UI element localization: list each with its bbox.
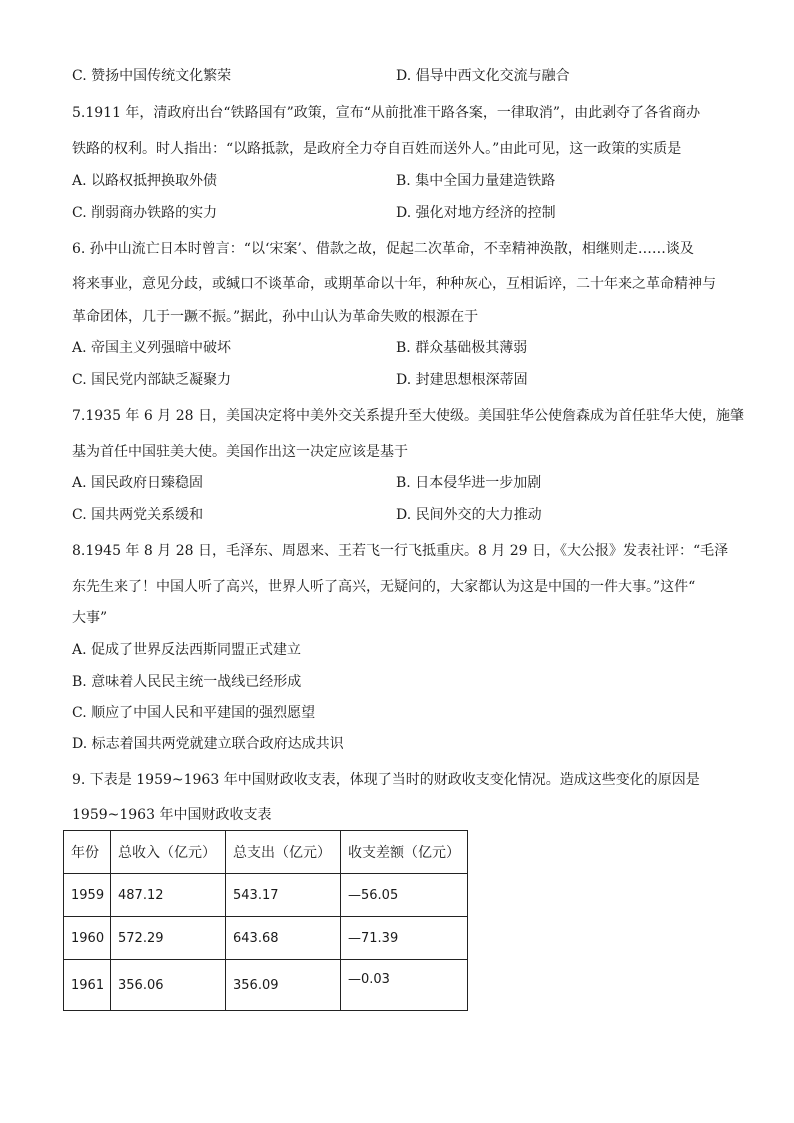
q5-stem-line-1: 5.1911 年，清政府出台“铁路国有”政策，宣布“从前批准干路各案，一律取消”，由此剥夺了各省商办 (72, 105, 701, 121)
q7-option-c: C. 国共两党关系缓和 (72, 507, 204, 523)
q7-option-d: D. 民间外交的大力推动 (396, 507, 542, 523)
table-row (64, 960, 468, 1011)
q7-option-a: A. 国民政府日臻稳固 (72, 475, 204, 491)
q6-option-b: B. 群众基础极其薄弱 (396, 340, 528, 356)
q6-option-a: A. 帝国主义列强暗中破坏 (72, 340, 232, 356)
q5-option-b: B. 集中全国力量建造铁路 (396, 173, 556, 189)
header-revenue: 总收入（亿元） (111, 831, 226, 874)
q6-option-d: D. 封建思想根深蒂固 (396, 372, 528, 388)
q6-stem-line-1: 6. 孙中山流亡日本时曾言：“以‘宋案’、借款之故，促起二次革命，不幸精神涣散，相继则走……谈及 (72, 241, 694, 257)
cell-balance-wrap (341, 960, 468, 1011)
q5-option-c: C. 削弱商办铁路的实力 (72, 205, 218, 221)
cell-expenditure: 643.68 (226, 917, 341, 960)
q8-option-a: A. 促成了世界反法西斯同盟正式建立 (72, 642, 302, 658)
cell-year: 1960 (64, 917, 111, 960)
table-row (64, 917, 468, 960)
q6-stem-line-3: 革命团体，几于一蹶不振。”据此，孙中山认为革命失败的根源在于 (72, 309, 479, 325)
q9-stem-line-1: 9. 下表是 1959~1963 年中国财政收支表，体现了当时的财政收支变化情况。造成这些变化的原因是 (72, 772, 700, 788)
table-row (64, 874, 468, 917)
finance-table (63, 830, 468, 1011)
cell-balance: —71.39 (341, 917, 468, 960)
q8-stem-line-2: 东先生来了！中国人听了高兴，世界人听了高兴，无疑问的，大家都认为这是中国的一件大事。”这件“ (72, 579, 696, 595)
table-caption: 1959~1963 年中国财政收支表 (72, 807, 272, 823)
q7-option-b: B. 日本侵华进一步加剧 (396, 475, 542, 491)
q4-option-d: D. 倡导中西文化交流与融合 (396, 68, 570, 84)
cell-balance: —0.03 (348, 971, 390, 987)
cell-year: 1959 (64, 874, 111, 917)
table-header-row (64, 831, 468, 874)
q8-stem-line-3: 大事” (72, 610, 108, 626)
q5-option-a: A. 以路权抵押换取外债 (72, 173, 218, 189)
q5-option-d: D. 强化对地方经济的控制 (396, 205, 556, 221)
q5-stem-line-2: 铁路的权利。时人指出：“以路抵款，是政府全力夺自百姓而送外人。”由此可见，这一政策的实质是 (72, 141, 682, 157)
cell-revenue: 356.06 (111, 960, 226, 1011)
cell-balance: —56.05 (341, 874, 468, 917)
cell-expenditure: 543.17 (226, 874, 341, 917)
q8-stem-line-1: 8.1945 年 8 月 28 日，毛泽东、周恩来、王若飞一行飞抵重庆。8 月 29 日，《大公报》发表社评：“毛泽 (72, 543, 729, 559)
cell-expenditure: 356.09 (226, 960, 341, 1011)
q4-option-c: C. 赞扬中国传统文化繁荣 (72, 68, 232, 84)
q7-stem-line-1: 7.1935 年 6 月 28 日，美国决定将中美外交关系提升至大使级。美国驻华公使詹森成为首任驻华大使，施肇 (72, 408, 744, 424)
q6-option-c: C. 国民党内部缺乏凝聚力 (72, 372, 232, 388)
cell-year: 1961 (64, 960, 111, 1011)
header-year: 年份 (64, 831, 111, 874)
q8-option-c: C. 顺应了中国人民和平建国的强烈愿望 (72, 705, 316, 721)
cell-revenue: 487.12 (111, 874, 226, 917)
cell-revenue: 572.29 (111, 917, 226, 960)
q8-option-d: D. 标志着国共两党就建立联合政府达成共识 (72, 736, 344, 752)
q7-stem-line-2: 基为首任中国驻美大使。美国作出这一决定应该是基于 (72, 444, 408, 460)
q8-option-b: B. 意味着人民民主统一战线已经形成 (72, 674, 302, 690)
q6-stem-line-2: 将来事业，意见分歧，或缄口不谈革命，或期革命以十年，种种灰心，互相诟谇，二十年来之革命精神与 (72, 276, 716, 292)
header-balance: 收支差额（亿元） (341, 831, 468, 874)
header-expenditure: 总支出（亿元） (226, 831, 341, 874)
